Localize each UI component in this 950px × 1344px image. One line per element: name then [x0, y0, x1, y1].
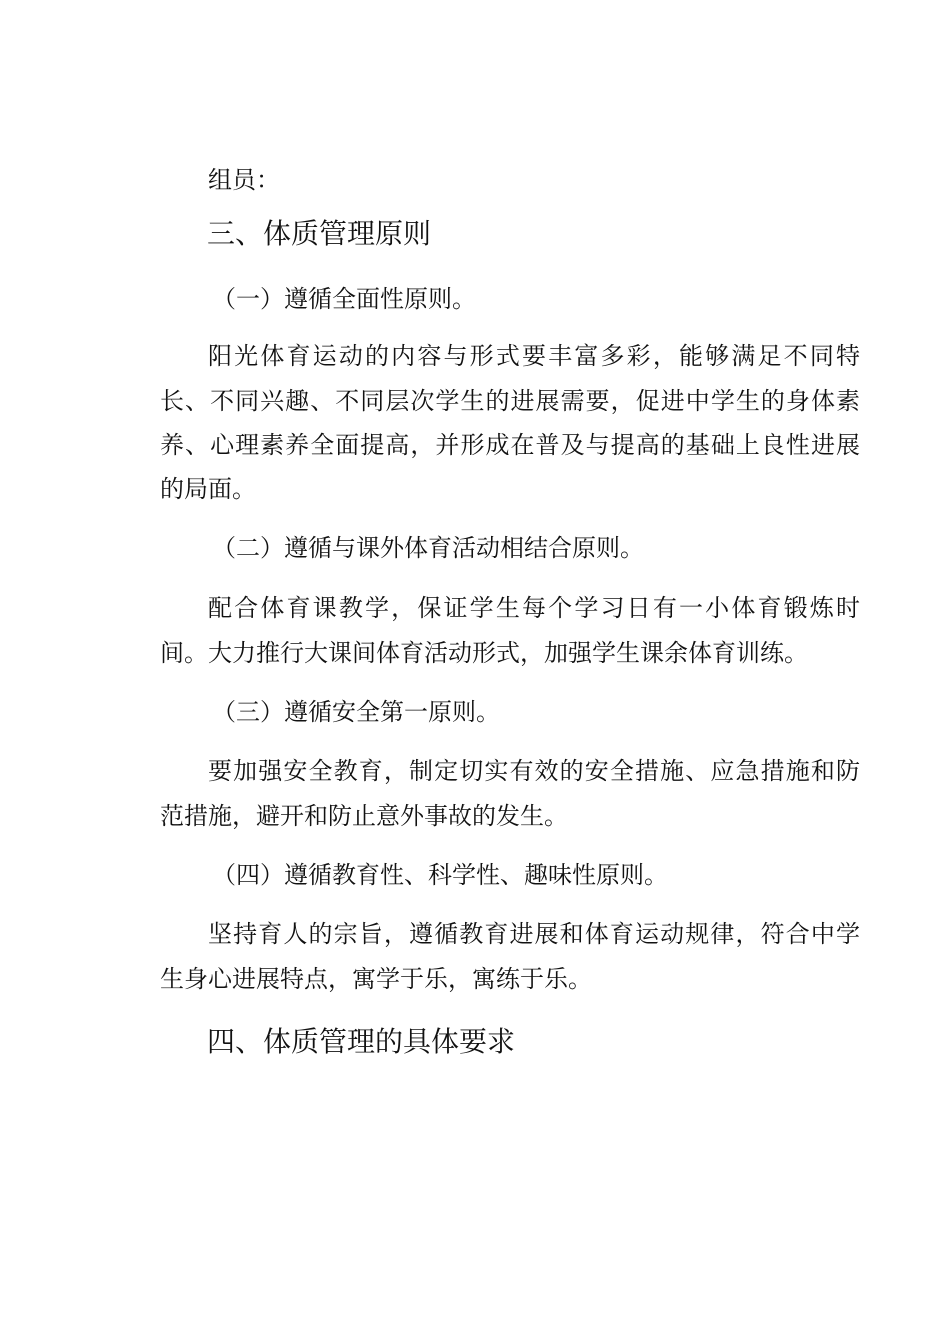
paragraph-line: 的局面。 — [160, 475, 256, 503]
paragraph-line: 阳光体育运动的内容与形式要丰富多彩，能够满足不同特 — [208, 342, 860, 370]
paragraph-line: 长、不同兴趣、不同层次学生的进展需要，促进中学生的身体素 — [160, 387, 860, 415]
paragraph-line: 配合体育课教学，保证学生每个学习日有一小体育锻炼时 — [208, 594, 860, 622]
paragraph-line: 要加强安全教育，制定切实有效的安全措施、应急措施和防 — [208, 757, 860, 785]
member-label: 组员： — [208, 166, 280, 194]
principle-title-3: （三）遵循安全第一原则。 — [212, 698, 500, 726]
principle-title-4: （四）遵循教育性、科学性、趣味性原则。 — [212, 861, 668, 889]
paragraph-line: 范措施，避开和防止意外事故的发生。 — [160, 802, 568, 830]
section-heading-3: 三、体质管理原则 — [207, 217, 432, 250]
section-heading-4: 四、体质管理的具体要求 — [207, 1025, 516, 1058]
paragraph-line: 间。大力推行大课间体育活动形式，加强学生课余体育训练。 — [160, 639, 808, 667]
paragraph-line: 养、心理素养全面提高，并形成在普及与提高的基础上良性进展 — [160, 431, 860, 459]
principle-title-2: （二）遵循与课外体育活动相结合原则。 — [212, 534, 644, 562]
principle-title-1: （一）遵循全面性原则。 — [212, 285, 476, 313]
paragraph-line: 生身心进展特点，寓学于乐，寓练于乐。 — [160, 965, 592, 993]
paragraph-line: 坚持育人的宗旨，遵循教育进展和体育运动规律，符合中学 — [208, 920, 860, 948]
